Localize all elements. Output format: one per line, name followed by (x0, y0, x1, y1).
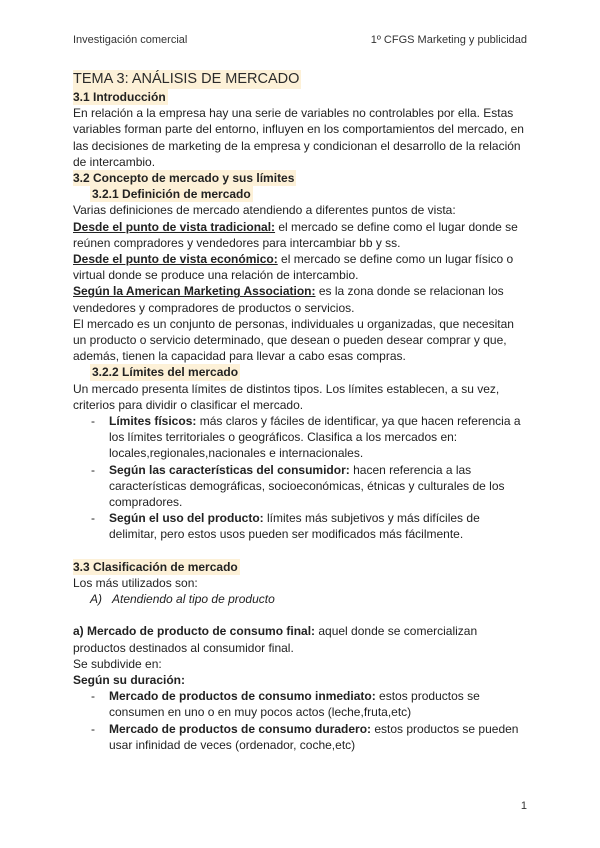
list-item (87, 462, 529, 511)
list-item-label: Mercado de productos de consumo duradero: (109, 721, 372, 736)
section-3-2-2-intro: Un mercado presenta límites de distintos tipos. Los límites establecen, a su vez, criterios para dividir o clasificar el mercado. (73, 381, 500, 412)
page-title: TEMA 3: ANÁLISIS DE MERCADO (73, 71, 300, 87)
list-item-text: estos productos se consumen en uno o en muy pocos actos (leche,fruta,etc) (109, 689, 480, 720)
list-item (87, 688, 529, 720)
duration-list (73, 688, 529, 753)
list-item-text: límites más subjetivos y más difíciles de delimitar, pero estos usos pueden ser modificados más fácilmente. (109, 511, 480, 542)
list-item (87, 510, 529, 542)
dash-marker: - (91, 414, 95, 429)
document-body (73, 70, 529, 753)
list-item-label: Mercado de productos de consumo inmediato: (109, 689, 376, 704)
section-3-2-2-heading: 3.2.2 Límites del mercado (92, 365, 239, 380)
subsection-title: Atendiendo al tipo de producto (112, 592, 275, 607)
section-3-2-1-intro: Varias definiciones de mercado atendiendo a diferentes puntos de vista: (73, 203, 456, 218)
definition-text: el mercado se define como el lugar donde se reúnen compradores y vendedores para intercambiar bb y ss. (73, 219, 518, 250)
definition-label: Desde el punto de vista tradicional: (73, 219, 276, 234)
duration-heading: Según su duración: (73, 672, 186, 687)
dash-marker: - (91, 689, 95, 704)
section-3-3-heading: 3.3 Clasificación de mercado (73, 559, 238, 574)
list-item-text: estos productos se pueden usar infinidad de veces (ordenador, coche,etc) (109, 721, 519, 752)
list-item-text: hacen referencia a las características demográficas, socioeconómicas, étnicas y culturales de los compradores. (109, 462, 505, 510)
definition-text: es la zona donde se relacionan los vendedores y compradores de productos o servicios. (73, 284, 504, 315)
definition-label: Según la American Marketing Association: (73, 284, 316, 299)
header-program: 1º CFGS Marketing y publicidad (370, 34, 527, 46)
page-number: 1 (520, 800, 527, 812)
header-course: Investigación comercial (73, 34, 188, 46)
section-3-3-intro: Los más utilizados son: (73, 575, 198, 590)
section-3-2-1-closing: El mercado es un conjunto de personas, individuales u organizadas, que necesitan un producto o servicio determinado, que desean o pueden desear comprar y que, además, tienen la capacidad para llevar a cabo esas compras. (73, 316, 514, 364)
dash-marker: - (91, 721, 95, 736)
definition-traditional (73, 219, 529, 251)
consumer-market-definition (73, 623, 529, 655)
list-item-text: más claros y fáciles de identificar, ya que hacen referencia a los límites territoriales o geográficos. Clasifica a los mercados en: locales,regionales,nacionales e internacionales. (109, 414, 521, 461)
subsection-letter: A) (90, 592, 102, 607)
list-item-label: Según las características del consumidor: (109, 462, 350, 477)
section-3-1-text: En relación a la empresa hay una serie de variables no controlables por ella. Estas variables forman parte del entorno, influyen en los comportamientos del mercado, en las decisiones de marketing de la empresa y condicionan el desarrollo de la relación de intercambio. (73, 106, 524, 169)
definition-ama (73, 283, 529, 315)
definition-text: el mercado se define como un lugar físico o virtual donde se produce una relación de intercambio. (73, 252, 514, 283)
list-item (87, 721, 529, 753)
dash-marker: - (91, 462, 95, 477)
subdivide-text: Se subdivide en: (73, 656, 162, 671)
list-item-label: Límites físicos: (109, 414, 197, 429)
consumer-market-label: a) Mercado de producto de consumo final: (73, 624, 316, 639)
list-item-label: Según el uso del producto: (109, 511, 264, 526)
consumer-market-text: aquel donde se comercializan productos destinados al consumidor final. (73, 624, 478, 655)
section-3-1-heading: 3.1 Introducción (73, 90, 166, 104)
definition-label: Desde el punto de vista económico: (73, 252, 278, 267)
limits-list (73, 413, 529, 543)
section-3-2-heading: 3.2 Concepto de mercado y sus límites (73, 171, 295, 186)
definition-economic (73, 251, 529, 283)
dash-marker: - (91, 511, 95, 526)
section-3-2-1-heading: 3.2.1 Definición de mercado (92, 187, 251, 202)
subsection-a (73, 591, 529, 607)
list-item (87, 413, 529, 462)
